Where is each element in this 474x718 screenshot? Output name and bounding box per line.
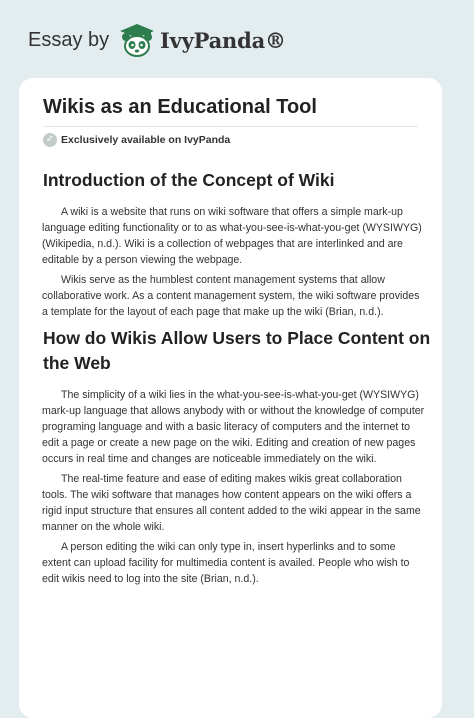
paragraph: The real-time feature and ease of editing makes wikis great collaboration tools. The wiki software that manages how content appears on the wiki offers a rigid input structure that ensures all content added to the wiki appear in the same manner on the whole wiki. [42, 473, 421, 533]
document-title: Wikis as an Educational Tool [43, 96, 317, 118]
ivypanda-logo-text[interactable]: IvyPanda® [160, 28, 286, 53]
paragraph: The simplicity of a wiki lies in the what-you-see-is-what-you-get (WYSIWYG) mark-up language that allows anybody with or without the knowledge of computer programing language and with a basic literacy of computers and the internet to edit a page or create a new page on the wiki. Editing and creation of new pages occurs in real time and changes are noticeable immediately on the wiki. [42, 389, 425, 465]
paragraph: A person editing the wiki can only type in, insert hyperlinks and to some extent can upload facility for multimedia content is availed. People who wish to edit wikis need to log into the site (Brian, n.d.). [42, 541, 410, 585]
document-card [19, 78, 442, 718]
section-heading: How do Wikis Allow Users to Place Content on the Web [43, 328, 431, 373]
paragraph: Wikis serve as the humblest content management systems that allow collaborative work. As a content management system, the wiki software provides a template for the layout of each page that make up the wiki (Brian, n.d.). [42, 274, 420, 318]
check-icon: ✓ [43, 133, 57, 147]
exclusive-badge [43, 131, 230, 149]
section-heading: Introduction of the Concept of Wiki [43, 170, 335, 190]
paragraph: A wiki is a website that runs on wiki software that offers a simple mark-up language editing functionality or to as what-you-see-is-what-you-get (WYSIWYG) (Wikipedia, n.d.). Wiki is a collection of webpages that are interlinked and are editable by a person viewing the webpage. [42, 206, 422, 266]
panda-logo-icon[interactable] [116, 22, 158, 58]
title-divider [43, 126, 418, 127]
site-header [0, 0, 474, 78]
exclusive-label: Exclusively available on IvyPanda [61, 134, 231, 146]
essay-by-label: Essay by [28, 29, 110, 51]
